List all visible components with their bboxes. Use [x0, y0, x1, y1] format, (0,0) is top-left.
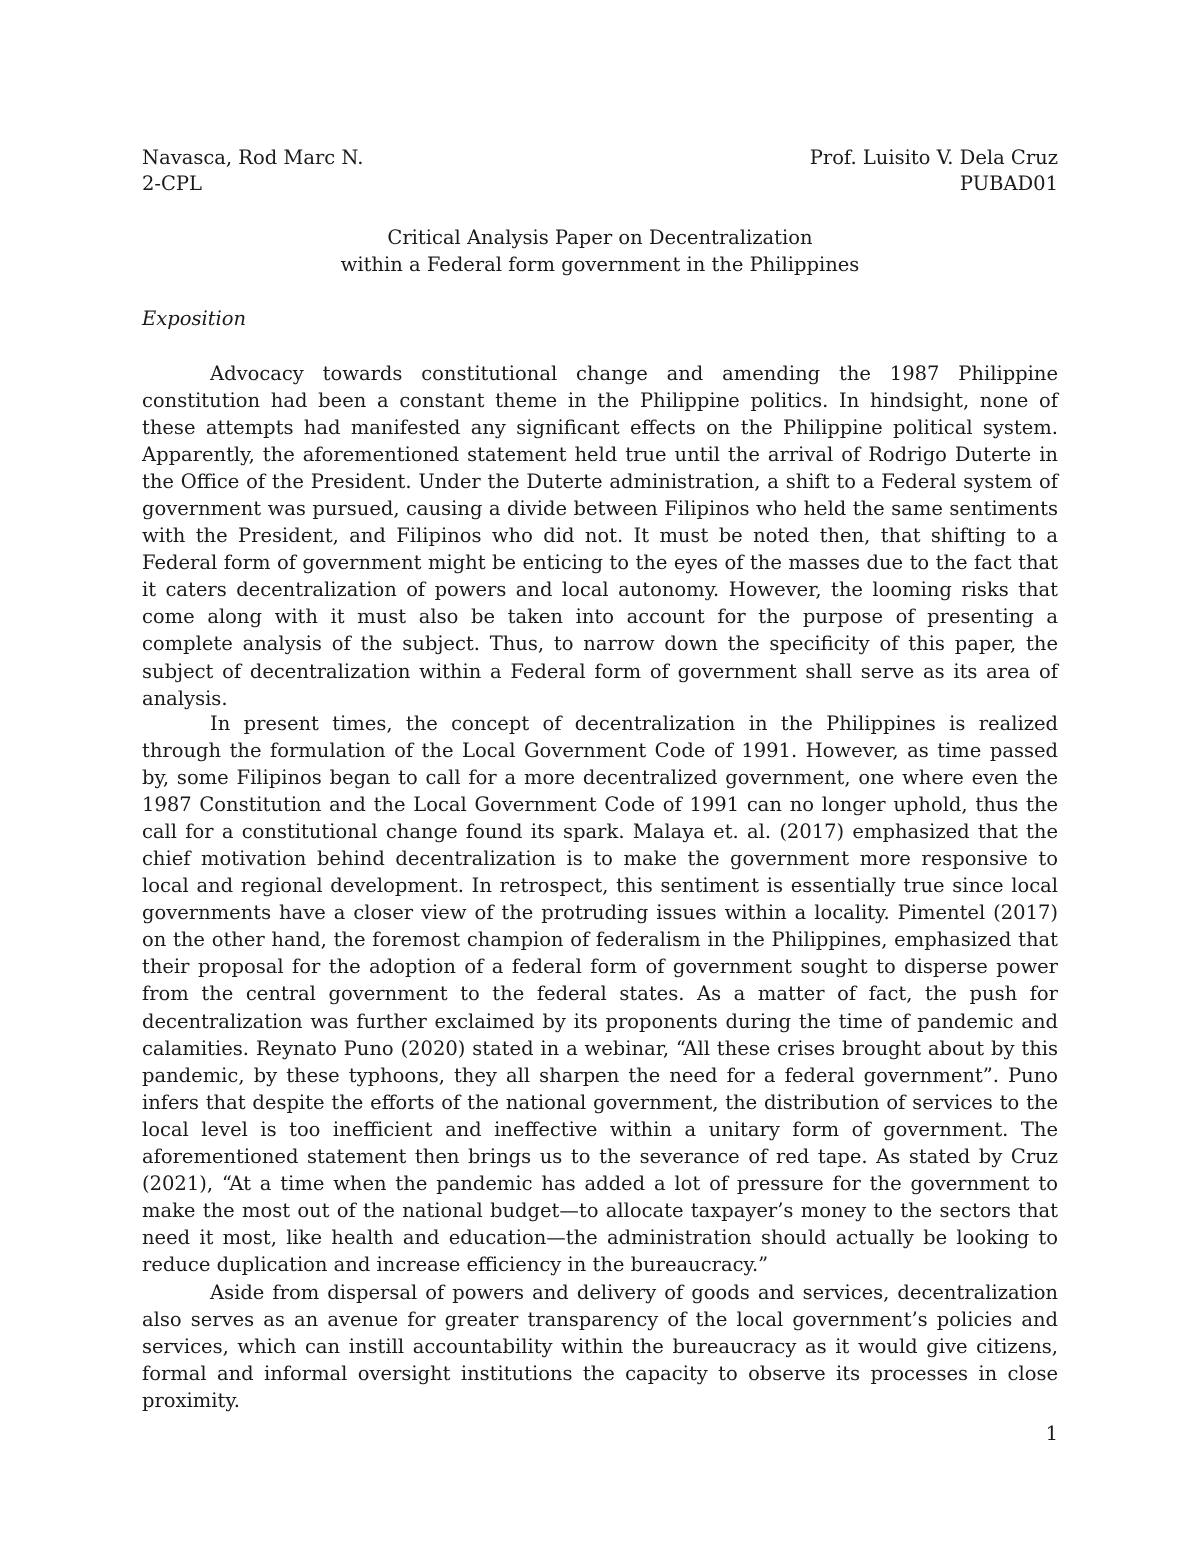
course-code: PUBAD01 [959, 172, 1058, 195]
title-line-2: within a Federal form government in the Philippines [340, 253, 860, 276]
title-line-1: Critical Analysis Paper on Decentralization [387, 226, 813, 249]
student-name: Navasca, Rod Marc N. [142, 146, 364, 169]
page-number: 1 [1045, 1422, 1058, 1445]
header-row-2 [142, 171, 1058, 197]
student-section: 2-CPL [142, 172, 202, 195]
header-row-1 [142, 145, 1058, 171]
professor-name: Prof. Luisito V. Dela Cruz [809, 146, 1058, 169]
section-heading: Exposition [142, 307, 247, 330]
paragraph-2: In present times, the concept of decentralization in the Philippines is realized through the formulation of the Local Government Code of 1991. However, as time passed by, some Filipinos began to call for a more decentralized government, one where even the 1987 Constitution and the Local Government Code of 1991 can no longer uphold, thus the call for a constitutional change found its spark. Malaya et. al. (2017) emphasized that the chief motivation behind decentralization is to make the government more responsive to local and regional development. In retrospect, this sentiment is essentially true since local governments have a closer view of the protruding issues within a locality. Pimentel (2017) on the other hand, the foremost champion of federalism in the Philippines, emphasized that their proposal for the adoption of a federal form of government sought to disperse power from the central government to the federal states. As a matter of fact, the push for decentralization was further exclaimed by its proponents during the time of pandemic and calamities. Reynato Puno (2020) stated in a webinar, “All these crises brought about by this pandemic, by these typhoons, they all sharpen the need for a federal government”. Puno infers that despite the efforts of the national government, the distribution of services to the local level is too inefficient and ineffective within a unitary form of government. The aforementioned statement then brings us to the severance of red tape. As stated by Cruz (2021), “At a time when the pandemic has added a lot of pressure for the government to make the most out of the national budget—to allocate taxpayer’s money to the sectors that need it most, like health and education—the administration should actually be looking to reduce duplication and increase efficiency in the bureaucracy.” [142, 712, 1058, 1276]
paragraph-1: Advocacy towards constitutional change and amending the 1987 Philippine constitution had been a constant theme in the Philippine politics. In hindsight, none of these attempts had manifested any significant effects on the Philippine political system. Apparently, the aforementioned statement held true until the arrival of Rodrigo Duterte in the Office of the President. Under the Duterte administration, a shift to a Federal system of government was pursued, causing a divide between Filipinos who held the same sentiments with the President, and Filipinos who did not. It must be noted then, that shifting to a Federal form of government might be enticing to the eyes of the masses due to the fact that it caters decentralization of powers and local autonomy. However, the looming risks that come along with it must also be taken into account for the purpose of presenting a complete analysis of the subject. Thus, to narrow down the specificity of this paper, the subject of decentralization within a Federal form of government shall serve as its area of analysis. [142, 362, 1058, 710]
paragraph-3: Aside from dispersal of powers and delivery of goods and services, decentralization also serves as an avenue for greater transparency of the local government’s policies and services, which can instill accountability within the bureaucracy as it would give citizens, formal and informal oversight institutions the capacity to observe its processes in close proximity. [142, 1281, 1058, 1413]
paper-title [142, 224, 1058, 278]
